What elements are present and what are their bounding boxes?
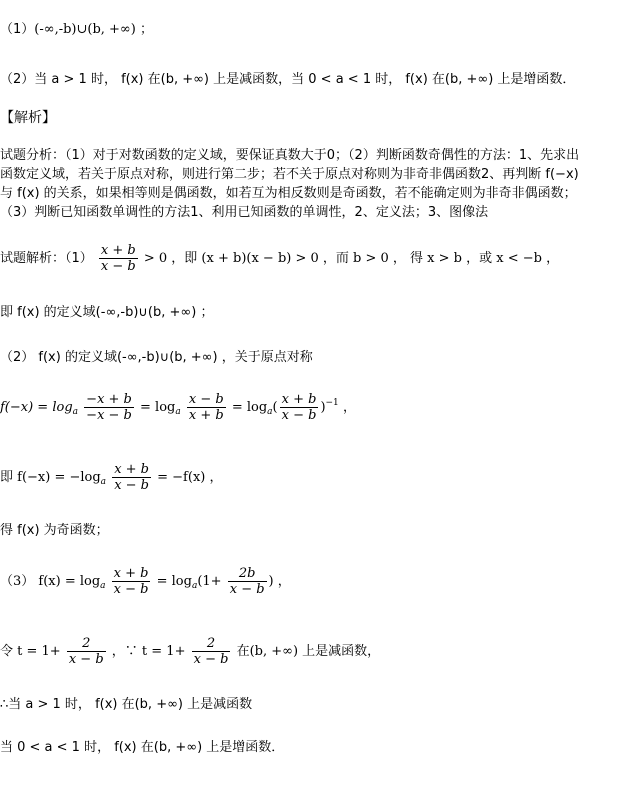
s7-numerator-2: 2b [228, 566, 267, 582]
analysis-line-3: 与 f(x) 的关系，如果相等则是偶函数，如若互为相反数则是奇函数，若不能确定则为非奇非偶函数； [0, 186, 577, 201]
s8-prefix: 令 t = 1+ [0, 644, 61, 659]
s8-numerator-2: 2 [192, 636, 231, 652]
s1-denominator: x − b [100, 259, 136, 274]
analysis-line-2: 函数定义域，若关于原点对称，则进行第二步；若不关于原点对称则为非奇非偶函数2、再判断 f(−x) [0, 167, 579, 182]
analysis-line-4: （3）判断已知函数单调性的方法1、利用已知函数的单调性，2、定义法；3、图像法 [0, 205, 489, 220]
s4-base-1: a [72, 407, 79, 417]
s4-base-3: a [267, 407, 273, 417]
s5-base: a [100, 477, 107, 487]
analysis-heading: 【解析】 [0, 110, 56, 126]
s7-prefix: （3） f(x) = log [0, 574, 101, 589]
part1-domain: (-∞,-b)∪(b, +∞) [34, 22, 136, 37]
s5-fraction [112, 462, 151, 493]
s7-denominator-1: x − b [113, 582, 149, 597]
s8-end: 在(b, +∞) 上是减函数， [236, 644, 381, 659]
solution-step-3: （2） f(x) 的定义域(-∞,-b)∪(b, +∞) ，关于原点对称 [0, 350, 313, 365]
s7-paren: (1+ [197, 574, 222, 589]
s4-numerator-2: x − b [188, 392, 224, 407]
s8-fraction-1 [67, 636, 106, 667]
s5-denominator: x − b [114, 478, 149, 493]
s7-denominator-2: x − b [229, 582, 265, 597]
s1-fraction [99, 243, 138, 274]
s7-numerator-1: x + b [113, 566, 149, 581]
s1-prefix: 试题解析：（1） [0, 251, 93, 266]
s5-prefix: 即 f(−x) = −log [0, 470, 101, 485]
s8-denominator-2: x − b [193, 652, 229, 667]
s7-base-1: a [100, 581, 106, 591]
s4-denominator-2: x + b [188, 408, 224, 423]
solution-step-7 [0, 566, 291, 597]
analysis-line-1: 试题分析：（1）对于对数函数的定义域，要保证真数大于0；（2）判断函数奇偶性的方法：1、先求出 [0, 148, 580, 163]
s4-numerator-3: x + b [281, 392, 317, 407]
s7-end: ) ， [268, 574, 291, 589]
solution-step-4: $f(-x) = \log_a$ $\frac{-x + b}{-x - b}$ = $\log_a$ $\frac{x - b}{x + b}$ = $\log_a$( $\frac{x + b}{x - b}$ )$^{-1}$ ， [0, 392, 356, 423]
solution-step-5 [0, 462, 222, 493]
s4-denominator-3: x − b [281, 408, 317, 423]
s7-mid: = log [156, 574, 192, 589]
s8-numerator-1: 2 [67, 636, 106, 652]
s4-numerator-1: −x + b [86, 392, 132, 407]
s1-rest: > 0 ，即 (x + b)(x − b) > 0 ，而 b > 0 ， 得 x > b ，或 x < −b ， [143, 251, 560, 266]
part1-label: （1） [0, 22, 35, 37]
s4-eq: = log [140, 400, 176, 415]
s7-base-2: a [191, 581, 198, 591]
s4-exponent: −1 [325, 398, 339, 408]
s8-mid: ，∵ t = 1+ [111, 644, 186, 659]
s8-denominator-1: x − b [68, 652, 104, 667]
solution-step-2: 即 f(x) 的定义域(-∞,-b)∪(b, +∞) ； [0, 305, 214, 320]
s4-fraction-3 [280, 392, 319, 423]
solution-step-10: 当 0 < a < 1 时， f(x) 在(b, +∞) 上是增函数． [0, 740, 285, 755]
s4-eq2: = log [231, 400, 268, 415]
s5-numerator: x + b [114, 462, 149, 477]
s4-lhs: f(−x) = log [0, 400, 73, 415]
solution-step-1 [0, 243, 559, 274]
part1-end: ； [139, 22, 153, 37]
solution-step-8 [0, 636, 380, 667]
s8-fraction-2 [192, 636, 231, 667]
s4-base-2: a [175, 407, 181, 417]
part2-text: 当 a > 1 时， f(x) 在(b, +∞) 上是减函数，当 0 < a < 1 时， f(x) 在(b, +∞) 上是增函数． [34, 72, 576, 87]
s4-fraction-2 [187, 392, 226, 423]
s7-fraction-2 [228, 566, 267, 597]
s7-fraction-1 [112, 566, 151, 597]
solution-step-6: 得 f(x) 为奇函数； [0, 523, 109, 538]
solution-step-9: ∴当 a > 1 时， f(x) 在(b, +∞) 上是减函数 [0, 697, 253, 712]
s4-end: ， [342, 400, 356, 415]
answer-part2 [0, 72, 575, 88]
s5-rest: = −f(x) ， [157, 470, 223, 485]
s4-denominator-1: −x − b [86, 408, 132, 423]
part2-label: （2） [0, 72, 35, 87]
s1-numerator: x + b [100, 243, 136, 258]
s4-fraction-1 [84, 392, 134, 423]
answer-part1 [0, 22, 153, 38]
